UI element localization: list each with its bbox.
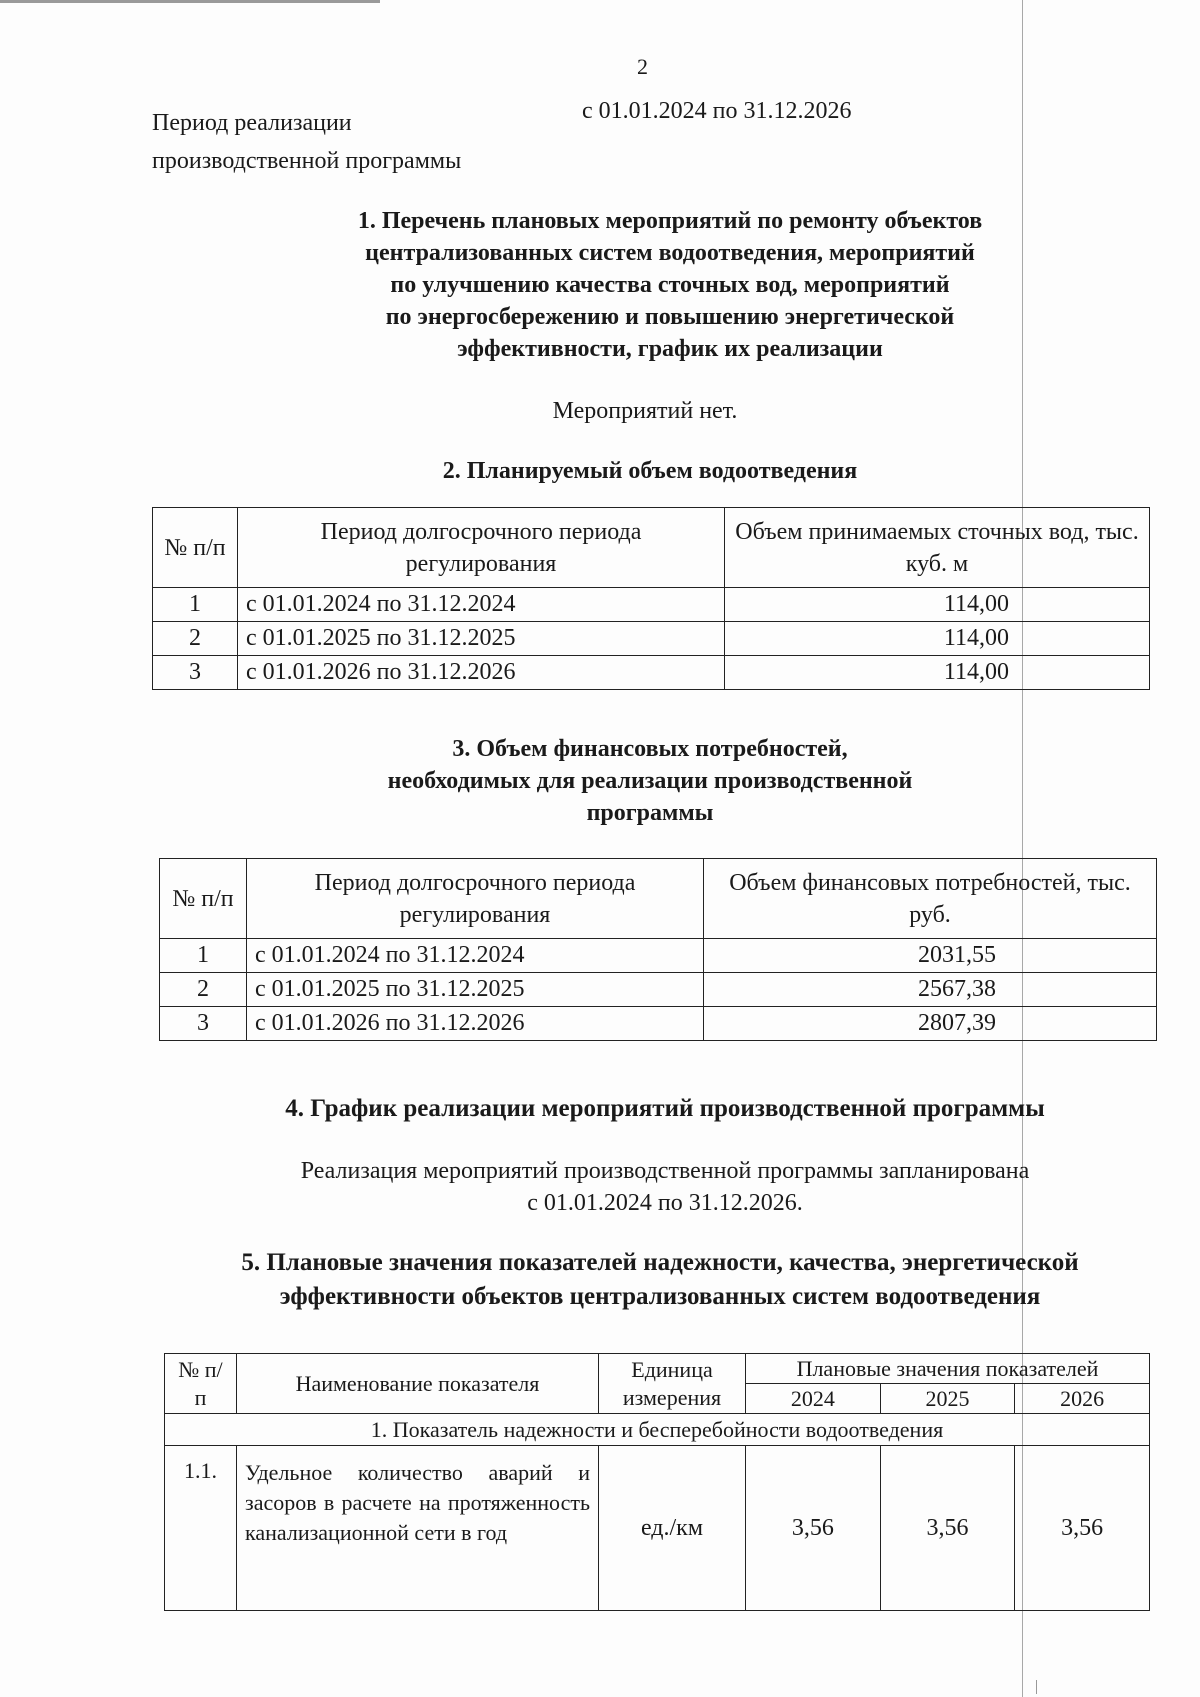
row-unit: ед./км xyxy=(599,1446,746,1611)
row-num: 3 xyxy=(160,1007,247,1041)
header-num: № п/п xyxy=(160,859,247,939)
row-period: с 01.01.2024 по 31.12.2024 xyxy=(238,588,725,622)
header-year: 2026 xyxy=(1015,1384,1150,1414)
group-title xyxy=(165,1414,1150,1446)
row-period: с 01.01.2026 по 31.12.2026 xyxy=(238,656,725,690)
period-label xyxy=(152,104,461,180)
row-value-2025: 3,56 xyxy=(880,1446,1015,1611)
section-5-title xyxy=(170,1246,1150,1314)
section-3-title-line: необходимых для реализации производственной xyxy=(387,768,913,794)
header-finance: Объем финансовых потребностей, тыс. руб. xyxy=(704,859,1157,939)
table-header-row xyxy=(165,1354,1150,1384)
group-row xyxy=(165,1414,1150,1446)
header-name: Наименование показателя xyxy=(237,1354,599,1414)
row-value: 2031,55 xyxy=(704,939,1157,973)
table-header-row xyxy=(153,508,1150,588)
header-unit: Единица измерения xyxy=(599,1354,746,1414)
scan-artifact-top xyxy=(0,0,380,3)
section-4-note xyxy=(180,1155,1150,1219)
section-3-title-line: программы xyxy=(586,800,714,826)
section-1-title xyxy=(230,205,1110,365)
table-row xyxy=(153,656,1150,690)
section-1-title-line: по улучшению качества сточных вод, мероприятий xyxy=(390,272,950,298)
row-period: с 01.01.2024 по 31.12.2024 xyxy=(247,939,704,973)
header-num: № п/п xyxy=(165,1354,237,1414)
row-num: 2 xyxy=(160,973,247,1007)
table-row xyxy=(153,588,1150,622)
table-header-row xyxy=(160,859,1157,939)
group-label: Показатель надежности и бесперебойности водоотведения xyxy=(392,1416,944,1442)
section-5-title-line: эффективности объектов централизованных систем водоотведения xyxy=(279,1283,1041,1310)
section-2-title: 2. Планируемый объем водоотведения xyxy=(442,458,858,484)
period-value: с 01.01.2024 по 31.12.2026 xyxy=(582,98,852,124)
row-name: Удельное количество аварий и засоров в расчете на протяженность канализационной сети в год xyxy=(237,1446,599,1611)
row-period: с 01.01.2026 по 31.12.2026 xyxy=(247,1007,704,1041)
section-5-title-line: 5. Плановые значения показателей надежности, качества, энергетической xyxy=(241,1249,1079,1276)
wastewater-volume-table xyxy=(152,507,1150,690)
section-4-note-line-1: Реализация мероприятий производственной программы запланирована xyxy=(300,1158,1030,1184)
section-1-title-line: эффективности, график их реализации xyxy=(457,336,883,362)
row-value: 114,00 xyxy=(725,656,1150,690)
header-period: Период долгосрочного периода регулирования xyxy=(247,859,704,939)
indicators-table xyxy=(164,1353,1150,1611)
row-num: 1.1. xyxy=(165,1446,237,1611)
header-period: Период долгосрочного периода регулирования xyxy=(238,508,725,588)
header-num: № п/п xyxy=(153,508,238,588)
section-1-note: Мероприятий нет. xyxy=(552,398,738,424)
header-planned: Плановые значения показателей xyxy=(746,1354,1150,1384)
row-num: 3 xyxy=(153,656,238,690)
table-row xyxy=(160,1007,1157,1041)
header-volume: Объем принимаемых сточных вод, тыс. куб. м xyxy=(725,508,1150,588)
row-value: 114,00 xyxy=(725,622,1150,656)
table-row xyxy=(165,1446,1150,1611)
row-period: с 01.01.2025 по 31.12.2025 xyxy=(247,973,704,1007)
scan-fold-mark xyxy=(1036,1680,1037,1694)
financial-needs-table xyxy=(159,858,1157,1041)
header-year: 2025 xyxy=(880,1384,1015,1414)
row-value: 2567,38 xyxy=(704,973,1157,1007)
row-value-2026: 3,56 xyxy=(1015,1446,1150,1611)
row-period: с 01.01.2025 по 31.12.2025 xyxy=(238,622,725,656)
table-row xyxy=(153,622,1150,656)
page-number: 2 xyxy=(637,54,648,79)
row-num: 1 xyxy=(160,939,247,973)
section-3-title xyxy=(300,733,1000,829)
section-4-title: 4. График реализации мероприятий производственной программы xyxy=(285,1095,1045,1122)
period-label-line-2: производственной программы xyxy=(152,148,462,174)
row-value-2024: 3,56 xyxy=(746,1446,881,1611)
row-num: 1 xyxy=(153,588,238,622)
header-year: 2024 xyxy=(746,1384,881,1414)
table-row xyxy=(160,973,1157,1007)
section-1-title-line: 1. Перечень плановых мероприятий по ремонту объектов xyxy=(357,208,983,234)
period-label-line-1: Период реализации xyxy=(152,110,352,136)
group-num: 1. xyxy=(370,1416,388,1442)
table-row xyxy=(160,939,1157,973)
row-value: 2807,39 xyxy=(704,1007,1157,1041)
section-3-title-line: 3. Объем финансовых потребностей, xyxy=(452,736,848,762)
section-1-title-line: централизованных систем водоотведения, мероприятий xyxy=(365,240,975,266)
row-value: 114,00 xyxy=(725,588,1150,622)
section-4-note-line-2: с 01.01.2024 по 31.12.2026. xyxy=(527,1190,803,1216)
row-num: 2 xyxy=(153,622,238,656)
section-1-title-line: по энергосбережению и повышению энергетической xyxy=(385,304,955,330)
